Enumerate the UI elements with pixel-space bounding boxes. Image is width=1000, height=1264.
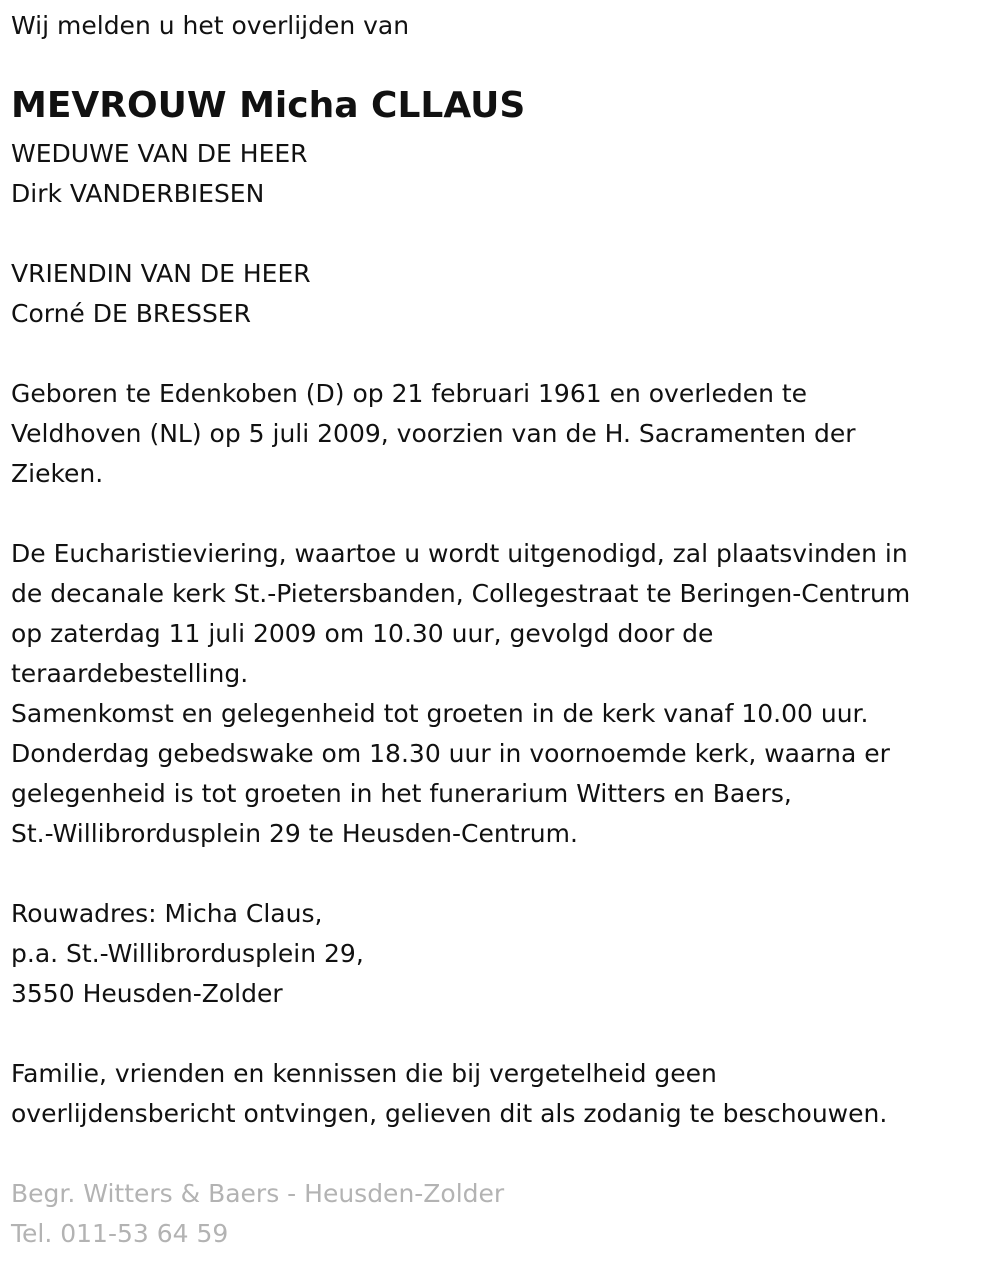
paragraph-line: teraardebestelling. (11, 659, 249, 688)
paragraph-line: op zaterdag 11 juli 2009 om 10.30 uur, gevolgd door de (11, 619, 714, 648)
ceremony-paragraph (11, 534, 910, 854)
mourning-address (11, 894, 364, 1014)
paragraph-line: gelegenheid is tot groeten in het funerarium Witters en Baers, (11, 779, 792, 808)
funeral-home-phone: Tel. 011-53 64 59 (11, 1219, 229, 1248)
spouse-block (11, 134, 308, 214)
intro-text: Wij melden u het overlijden van (11, 11, 410, 40)
address-line: Rouwadres: Micha Claus, (11, 899, 323, 928)
paragraph-line: Samenkomst en gelegenheid tot groeten in de kerk vanaf 10.00 uur. (11, 699, 869, 728)
friend-name: Corné DE BRESSER (11, 299, 251, 328)
paragraph-line: De Eucharistieviering, waartoe u wordt uitgenodigd, zal plaatsvinden in (11, 539, 908, 568)
address-line: p.a. St.-Willibrordusplein 29, (11, 939, 364, 968)
funeral-home-footer (11, 1174, 504, 1254)
paragraph-line: St.-Willibrordusplein 29 te Heusden-Centrum. (11, 819, 578, 848)
friend-block (11, 254, 311, 334)
spouse-name: Dirk VANDERBIESEN (11, 179, 265, 208)
paragraph-line: Geboren te Edenkoben (D) op 21 februari 1961 en overleden te (11, 379, 808, 408)
friend-title: VRIENDIN VAN DE HEER (11, 259, 311, 288)
deceased-name: MEVROUW Micha CLLAUS (11, 85, 526, 126)
paragraph-line: Zieken. (11, 459, 104, 488)
paragraph-line: de decanale kerk St.-Pietersbanden, Collegestraat te Beringen-Centrum (11, 579, 911, 608)
paragraph-line: Donderdag gebedswake om 18.30 uur in voornoemde kerk, waarna er (11, 739, 890, 768)
spouse-title: WEDUWE VAN DE HEER (11, 139, 308, 168)
notice-paragraph (11, 1054, 887, 1134)
birth-death-paragraph (11, 374, 856, 494)
paragraph-line: Familie, vrienden en kennissen die bij vergetelheid geen (11, 1059, 717, 1088)
address-line: 3550 Heusden-Zolder (11, 979, 283, 1008)
funeral-home-name: Begr. Witters & Baers - Heusden-Zolder (11, 1179, 505, 1208)
paragraph-line: overlijdensbericht ontvingen, gelieven dit als zodanig te beschouwen. (11, 1099, 888, 1128)
paragraph-line: Veldhoven (NL) op 5 juli 2009, voorzien van de H. Sacramenten der (11, 419, 856, 448)
